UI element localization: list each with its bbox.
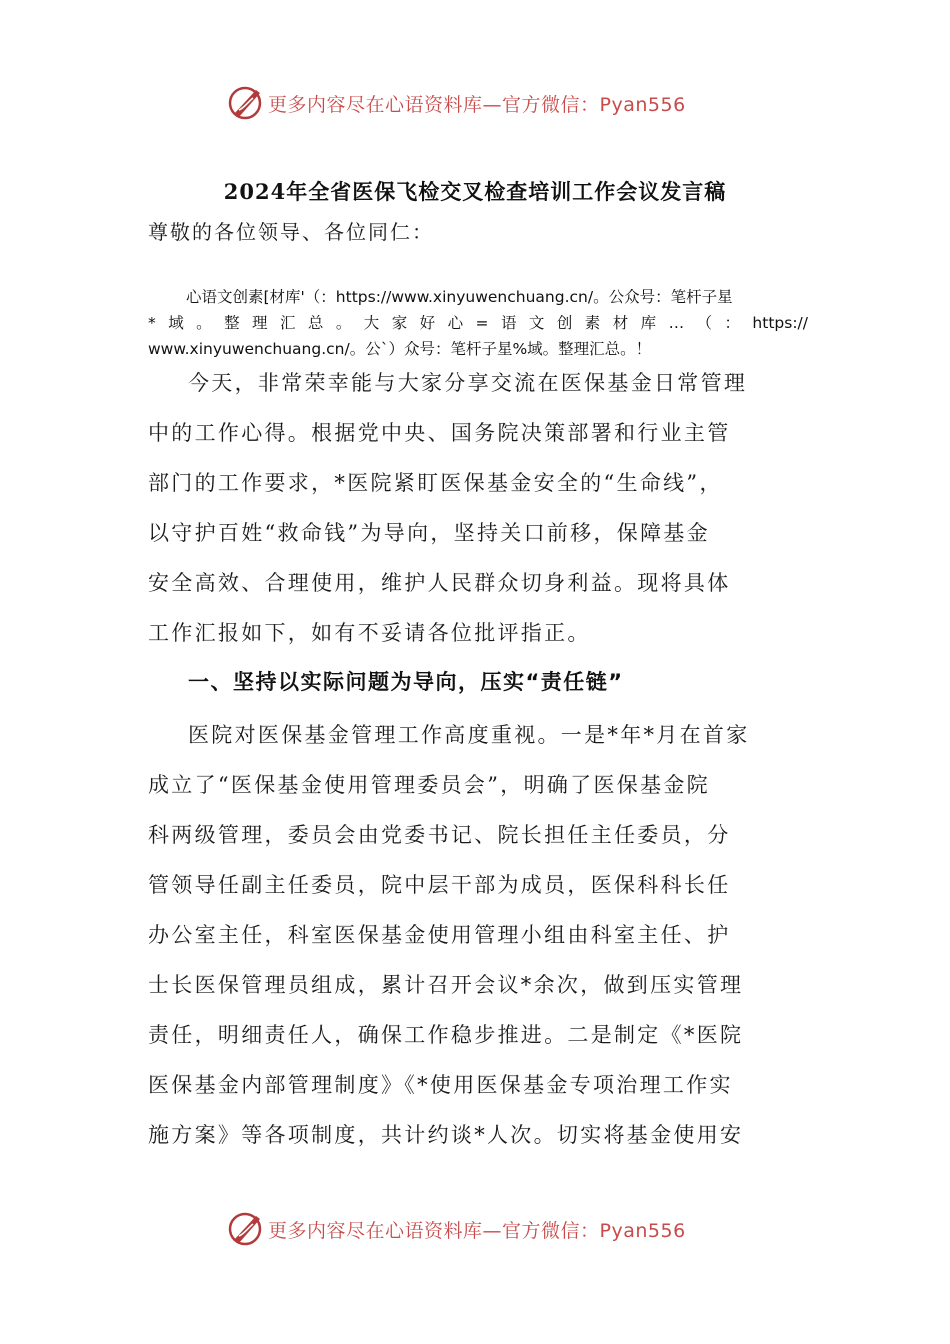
- paragraph-line: 士长医保管理员组成，累计召开会议*余次，做到压实管理: [148, 973, 744, 997]
- banner-text: [268, 1216, 686, 1243]
- section-paragraph: [148, 710, 808, 1160]
- header-banner: [0, 82, 950, 126]
- paragraph-line: 安全高效、合理使用，维护人民群众切身利益。现将具体: [148, 571, 731, 595]
- pen-logo-icon: [226, 1208, 266, 1248]
- paragraph-line: 以守护百姓“救命钱”为导向，坚持关口前移，保障基金: [148, 521, 710, 545]
- source-note: [148, 284, 808, 362]
- paragraph-line: 成立了“医保基金使用管理委员会”，明确了医保基金院: [148, 773, 710, 797]
- footer-banner: [0, 1208, 950, 1252]
- banner-text-main: 更多内容尽在心语资料库: [268, 94, 483, 116]
- paragraph-line: 管领导任副主任委员，院中层干部为成员，医保科科长任: [148, 873, 731, 897]
- paragraph-line: 医保基金内部管理制度》《*使用医保基金专项治理工作实: [148, 1073, 733, 1097]
- paragraph-line: 今天，非常荣幸能与大家分享交流在医保基金日常管理: [188, 371, 748, 395]
- section-heading: 一、坚持以实际问题为导向，压实“责任链”: [188, 670, 624, 694]
- paragraph-line: 施方案》等各项制度，共计约谈*人次。切实将基金使用安: [148, 1123, 744, 1147]
- source-line: 心语文创素[材库'（：https://www.xinyuwenchuang.cn/。公众号：笔杆子星: [186, 288, 733, 306]
- intro-paragraph: [148, 358, 808, 658]
- paragraph-line: 科两级管理，委员会由党委书记、院长担任主任委员，分: [148, 823, 731, 847]
- banner-text-wechat: —官方微信：Pyan556: [482, 94, 686, 116]
- pen-logo-icon: [226, 82, 266, 122]
- banner-text-wechat: —官方微信：Pyan556: [482, 1220, 686, 1242]
- paragraph-line: 部门的工作要求，*医院紧盯医保基金安全的“生命线”，: [148, 471, 723, 495]
- paragraph-line: 医院对医保基金管理工作高度重视。一是*年*月在首家: [188, 723, 750, 747]
- paragraph-line: 中的工作心得。根据党中央、国务院决策部署和行业主管: [148, 421, 731, 445]
- paragraph-line: 工作汇报如下，如有不妥请各位批评指正。: [148, 621, 591, 645]
- paragraph-line: 办公室主任，科室医保基金使用管理小组由科室主任、护: [148, 923, 731, 947]
- salutation: 尊敬的各位领导、各位同仁：: [148, 220, 434, 244]
- banner-text-main: 更多内容尽在心语资料库: [268, 1220, 483, 1242]
- paragraph-line: 责任，明细责任人，确保工作稳步推进。二是制定《*医院: [148, 1023, 744, 1047]
- source-line: *域。整理汇总。大家好心=语文创素材库…（：https://: [148, 314, 808, 332]
- banner-text: [268, 90, 686, 117]
- source-line: www.xinyuwenchuang.cn/。公`）众号：笔杆子星%域。整理汇总。！: [148, 340, 652, 358]
- document-title: 2024年全省医保飞检交叉检查培训工作会议发言稿: [223, 179, 727, 204]
